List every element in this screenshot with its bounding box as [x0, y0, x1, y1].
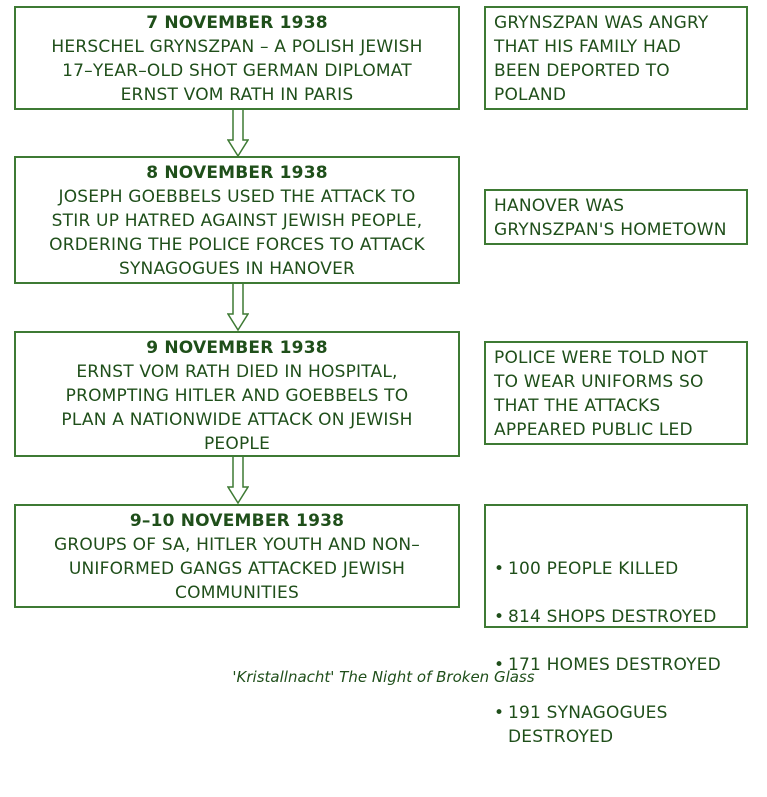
list-item: • 814 SHOPS DESTROYED	[494, 605, 738, 629]
statistics-list	[494, 533, 738, 773]
note-box-1: GRYNSZPAN WAS ANGRY THAT HIS FAMILY HAD BEEN DEPORTED TO POLAND	[484, 6, 748, 110]
event-box-3	[14, 331, 460, 457]
event-description: JOSEPH GOEBBELS USED THE ATTACK TO STIR UP HATRED AGAINST JEWISH PEOPLE, ORDERING THE POLICE FORCES TO ATTACK SYNAGOGUES IN HANOVER	[49, 187, 425, 279]
note-box-4	[484, 504, 748, 747]
list-item: • 171 HOMES DESTROYED	[494, 653, 738, 677]
event-description: HERSCHEL GRYNSZPAN – A POLISH JEWISH 17–YEAR–OLD SHOT GERMAN DIPLOMAT ERNST VOM RATH IN PARIS	[51, 37, 423, 105]
list-item: • 100 PEOPLE KILLED	[494, 557, 738, 581]
event-box-2	[14, 156, 460, 284]
event-description: GROUPS OF SA, HITLER YOUTH AND NON– UNIFORMED GANGS ATTACKED JEWISH COMMUNITIES	[54, 535, 420, 603]
figure-caption: 'Kristallnacht' The Night of Broken Glass	[232, 668, 535, 686]
list-item: • 191 SYNAGOGUES DESTROYED	[494, 701, 738, 749]
event-date: 8 NOVEMBER 1938	[146, 163, 328, 183]
down-arrow-icon	[227, 457, 249, 505]
event-date: 7 NOVEMBER 1938	[146, 13, 328, 33]
note-box-2: HANOVER WAS GRYNSZPAN'S HOMETOWN	[484, 189, 748, 245]
event-box-4	[14, 504, 460, 608]
event-box-1	[14, 6, 460, 110]
down-arrow-icon	[227, 110, 249, 158]
event-date: 9–10 NOVEMBER 1938	[129, 511, 345, 531]
event-date: 9 NOVEMBER 1938	[146, 338, 328, 358]
event-description: ERNST VOM RATH DIED IN HOSPITAL, PROMPTING HITLER AND GOEBBELS TO PLAN A NATIONWIDE ATTACK ON JEWISH PEOPLE	[61, 362, 413, 454]
note-box-3: POLICE WERE TOLD NOT TO WEAR UNIFORMS SO THAT THE ATTACKS APPEARED PUBLIC LED	[484, 341, 748, 445]
down-arrow-icon	[227, 284, 249, 332]
